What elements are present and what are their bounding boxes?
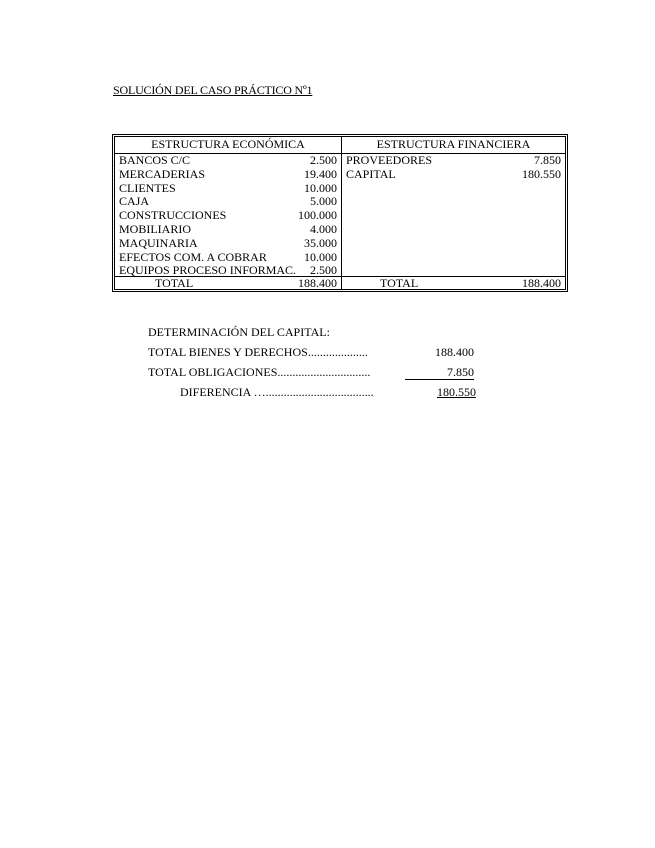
total-label: TOTAL [155,276,194,290]
row-value: 5.000 [310,194,337,209]
row-value: 10.000 [304,249,337,264]
row-value: 10.000 [304,180,337,195]
row-label: MOBILIARIO [119,221,191,236]
economic-structure-header: ESTRUCTURA ECONÓMICA [151,137,305,151]
row-label: CAJA [119,194,150,209]
table-row [342,154,565,168]
row-label: PROVEEDORES [346,153,433,167]
row-label: BANCOS C/C [119,153,191,167]
balance-sheet-table [112,134,568,292]
table-row [342,168,565,182]
table-row [115,237,341,251]
row-label: MERCADERIAS [119,166,206,181]
table-row [115,195,341,209]
row-label: EFECTOS COM. A COBRAR [119,249,267,264]
row-label: MAQUINARIA [119,235,198,250]
row-label: CAPITAL [346,166,396,181]
row-value: 35.000 [304,235,337,250]
row-value: 19.400 [304,166,337,181]
row-value: 2.500 [310,153,337,167]
financial-total-row [342,277,565,291]
row-label: CONSTRUCCIONES [119,208,227,223]
document-title: SOLUCIÓN DEL CASO PRÁCTICO Nº1 [113,83,313,97]
row-label: EQUIPOS PROCESO INFORMAC. [119,263,297,278]
economic-structure-rows [115,154,341,278]
subtraction-rule [405,379,474,380]
table-row [115,182,341,196]
financial-structure-column [342,137,565,289]
total-value: 188.400 [522,276,561,290]
row-value: 180.550 [522,166,561,181]
row-label: CLIENTES [119,180,176,195]
economic-structure-column [115,137,342,289]
row-value: 4.000 [310,221,337,236]
economic-total-row [115,277,341,291]
diferencia-label: DIFERENCIA ….................................... [180,385,374,399]
table-row [115,251,341,265]
row-value: 100.000 [298,208,337,223]
table-row [115,223,341,237]
row-value: 2.500 [310,263,337,278]
table-row [115,154,341,168]
total-value: 188.400 [298,276,337,290]
obligaciones-value: 7.850 [447,365,474,379]
bienes-value: 188.400 [435,345,474,359]
table-row [115,209,341,223]
table-row [115,168,341,182]
diferencia-value: 180.550 [437,385,476,399]
obligaciones-label: TOTAL OBLIGACIONES............................... [148,365,371,379]
row-value: 7.850 [534,153,561,167]
capital-heading: DETERMINACIÓN DEL CAPITAL: [148,325,330,339]
financial-structure-rows [342,154,565,182]
financial-structure-header: ESTRUCTURA FINANCIERA [376,137,531,151]
bienes-label: TOTAL BIENES Y DERECHOS.................... [148,345,368,359]
total-label: TOTAL [380,276,419,290]
